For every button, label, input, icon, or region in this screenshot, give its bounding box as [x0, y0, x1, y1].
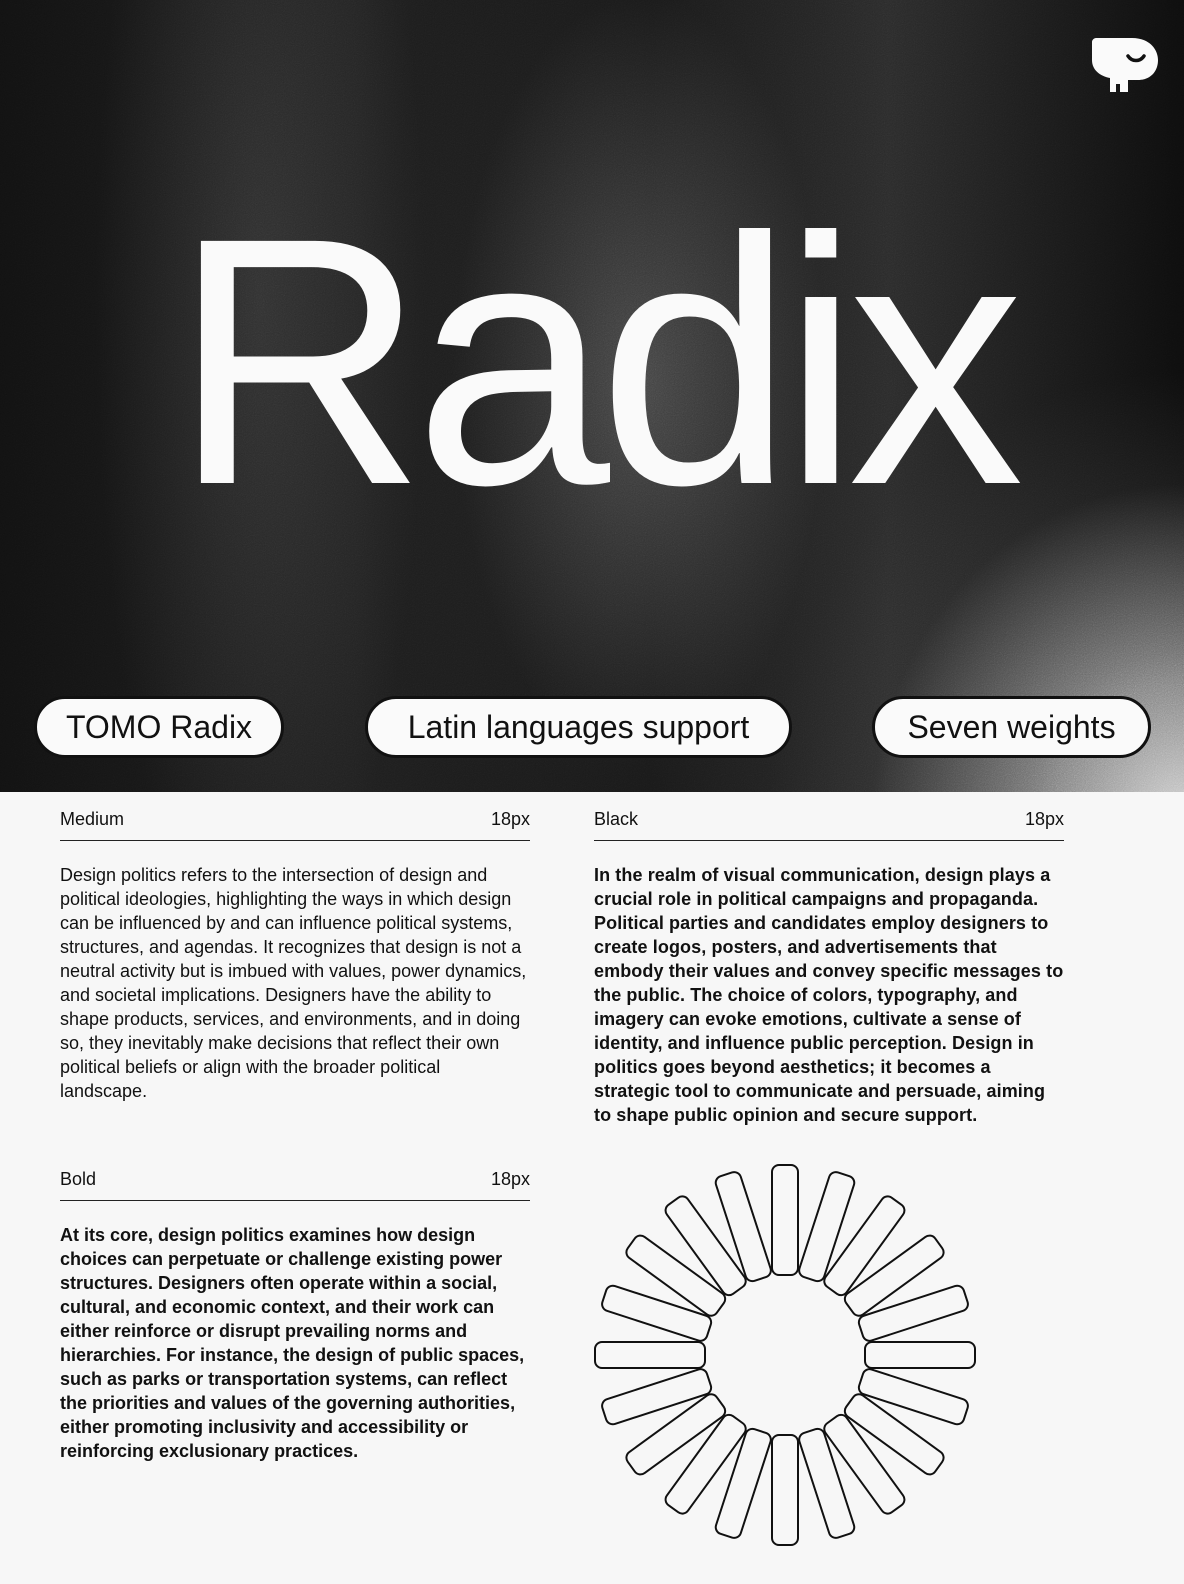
sunburst-ray-icon	[590, 1160, 980, 1550]
specimen-size-label: 18px	[490, 1169, 530, 1189]
sunburst-ray	[865, 1342, 975, 1368]
sunburst-ray	[600, 1367, 713, 1426]
tag-pill-weights: Seven weights	[872, 696, 1151, 758]
specimen-weight-label: Medium	[60, 809, 125, 829]
hero-title: Radix	[172, 164, 1012, 558]
specimen-weight-label: Black	[594, 809, 639, 829]
smiling-face-logo-icon	[1088, 34, 1160, 96]
specimen-header	[60, 1160, 530, 1201]
sunburst-ray	[797, 1427, 856, 1540]
specimen-medium	[60, 800, 530, 1103]
specimen-header	[594, 800, 1064, 841]
sunburst-ray	[595, 1342, 705, 1368]
specimen-paragraph: In the realm of visual communication, design plays a crucial role in political campaigns and propaganda. Political parties and candidates employ designers to create logos, posters, and advertisements that embody their values and convey specific messages to the public. The choice of colors, typography, and imagery can evoke emotions, cultivate a sense of identity, and influence public perception. Design in politics goes beyond aesthetics; it becomes a strategic tool to communicate and persuade, aiming to shape public opinion and secure support.	[594, 865, 1064, 1125]
sunburst-ray	[600, 1284, 713, 1343]
tag-pill-languages: Latin languages support	[365, 696, 792, 758]
specimen-size-label: 18px	[490, 809, 530, 829]
sunburst-ray	[857, 1284, 970, 1343]
sunburst-ray	[772, 1165, 798, 1275]
specimen-size-label: 18px	[1024, 809, 1064, 829]
sunburst-ray	[772, 1435, 798, 1545]
specimen-header	[60, 800, 530, 841]
sunburst-ray	[857, 1367, 970, 1426]
specimen-black	[594, 800, 1064, 1127]
specimen-paragraph: Design politics refers to the intersection of design and political ideologies, highlighting the ways in which design can be influenced by and can influence political systems, structures, and agendas. It recognizes that design is not a neutral activity but is imbued with values, power dynamics, and societal implications. Designers have the ability to shape products, services, and environments, and in doing so, they inevitably make decisions that reflect their own political beliefs or align with the broader political landscape.	[60, 865, 527, 1101]
sunburst-ray	[714, 1427, 773, 1540]
tag-pill-family: TOMO Radix	[34, 696, 284, 758]
specimen-weight-label: Bold	[60, 1169, 97, 1189]
specimen-bold	[60, 1160, 530, 1463]
sunburst-ray	[714, 1170, 773, 1283]
specimen-paragraph: At its core, design politics examines how design choices can perpetuate or challenge existing power structures. Designers often operate within a social, cultural, and economic context, and their work can either reinforce or disrupt prevailing norms and hierarchies. For instance, the design of public spaces, such as parks or transportation systems, can reflect the priorities and values of the governing authorities, either promoting inclusivity and accessibility or reinforcing exclusionary practices.	[60, 1225, 525, 1461]
sunburst-ray	[797, 1170, 856, 1283]
